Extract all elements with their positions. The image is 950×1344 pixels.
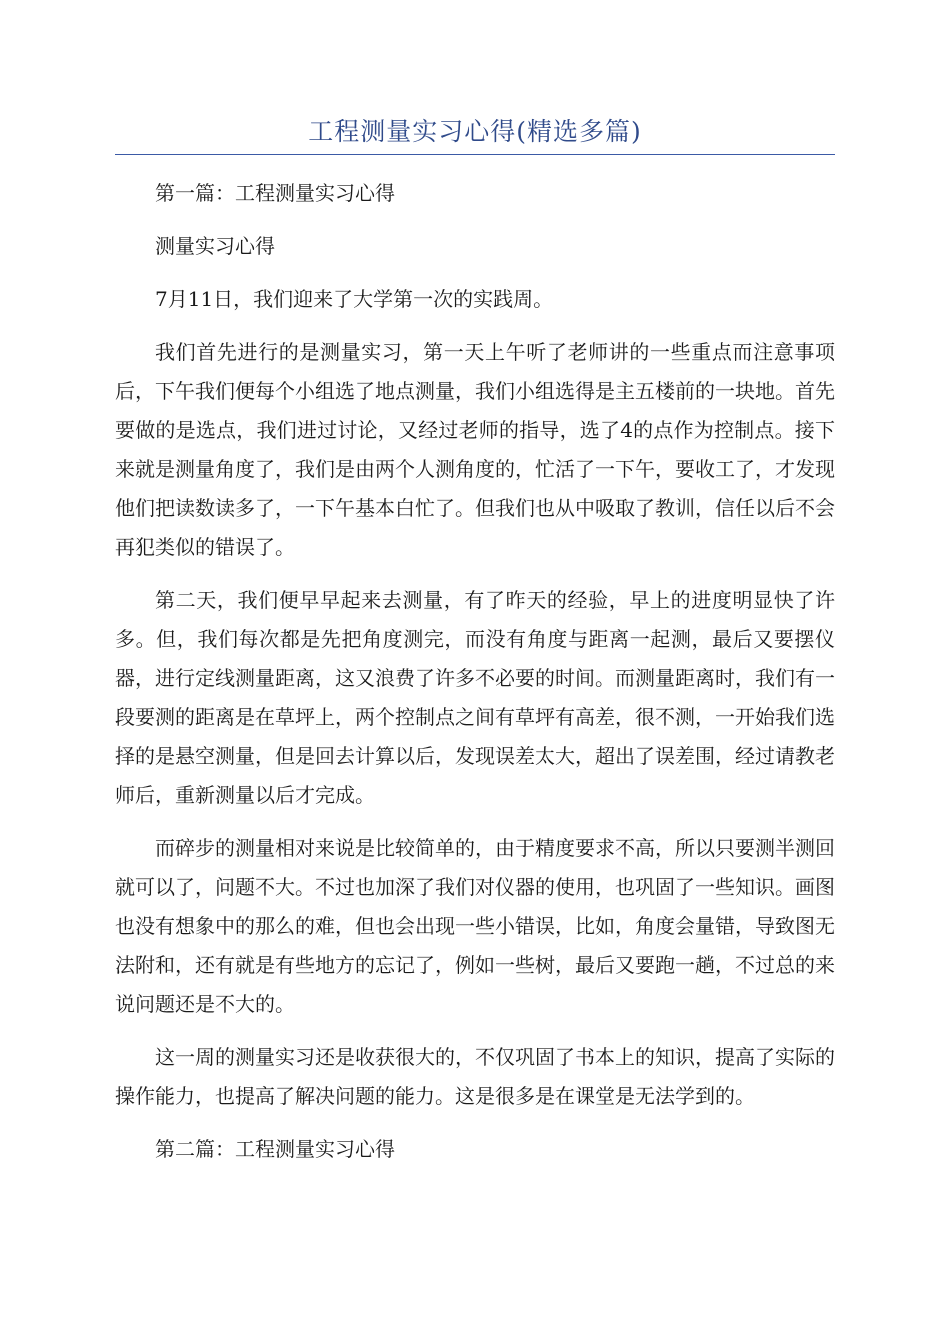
- title-underline: [115, 154, 835, 155]
- paragraph-detail-survey: 而碎步的测量相对来说是比较简单的，由于精度要求不高，所以只要测半测回就可以了，问题不大。不过也加深了我们对仪器的使用，也巩固了一些知识。画图也没有想象中的那么的难，但也会出现一些小错误，比如，角度会量错，导致图无法附和，还有就是有些地方的忘记了，例如一些树，最后又要跑一趟，不过总的来说问题还是不大的。: [115, 836, 835, 1016]
- paragraph-section-heading-2: 第二篇：工程测量实习心得: [155, 1137, 395, 1161]
- paragraph-day-one: 我们首先进行的是测量实习，第一天上午听了老师讲的一些重点而注意事项后，下午我们便每个小组选了地点测量，我们小组选得是主五楼前的一块地。首先要做的是选点，我们进过讨论，又经过老师的指导，选了4的点作为控制点。接下来就是测量角度了，我们是由两个人测角度的，忙活了一下午，要收工了，才发现他们把读数读多了，一下午基本白忙了。但我们也从中吸取了教训，信任以后不会再犯类似的错误了。: [115, 340, 835, 559]
- paragraph-day-two: 第二天，我们便早早起来去测量，有了昨天的经验，早上的进度明显快了许多。但，我们每次都是先把角度测完，而没有角度与距离一起测，最后又要摆仪器，进行定线测量距离，这又浪费了许多不必要的时间。而测量距离时，我们有一段要测的距离是在草坪上，两个控制点之间有草坪有高差，很不测，一开始我们选择的是悬空测量，但是回去计算以后，发现误差太大，超出了误差围，经过请教老师后，重新测量以后才完成。: [115, 588, 835, 807]
- paragraph-summary: 这一周的测量实习还是收获很大的，不仅巩固了书本上的知识，提高了实际的操作能力，也提高了解决问题的能力。这是很多是在课堂是无法学到的。: [115, 1045, 835, 1108]
- document-title: 工程测量实习心得(精选多篇): [308, 117, 642, 146]
- document-body: [115, 174, 835, 1183]
- paragraph-date: 7月11日，我们迎来了大学第一次的实践周。: [155, 287, 554, 311]
- paragraph-subheading: 测量实习心得: [155, 234, 275, 258]
- paragraph-section-heading-1: 第一篇：工程测量实习心得: [155, 181, 395, 205]
